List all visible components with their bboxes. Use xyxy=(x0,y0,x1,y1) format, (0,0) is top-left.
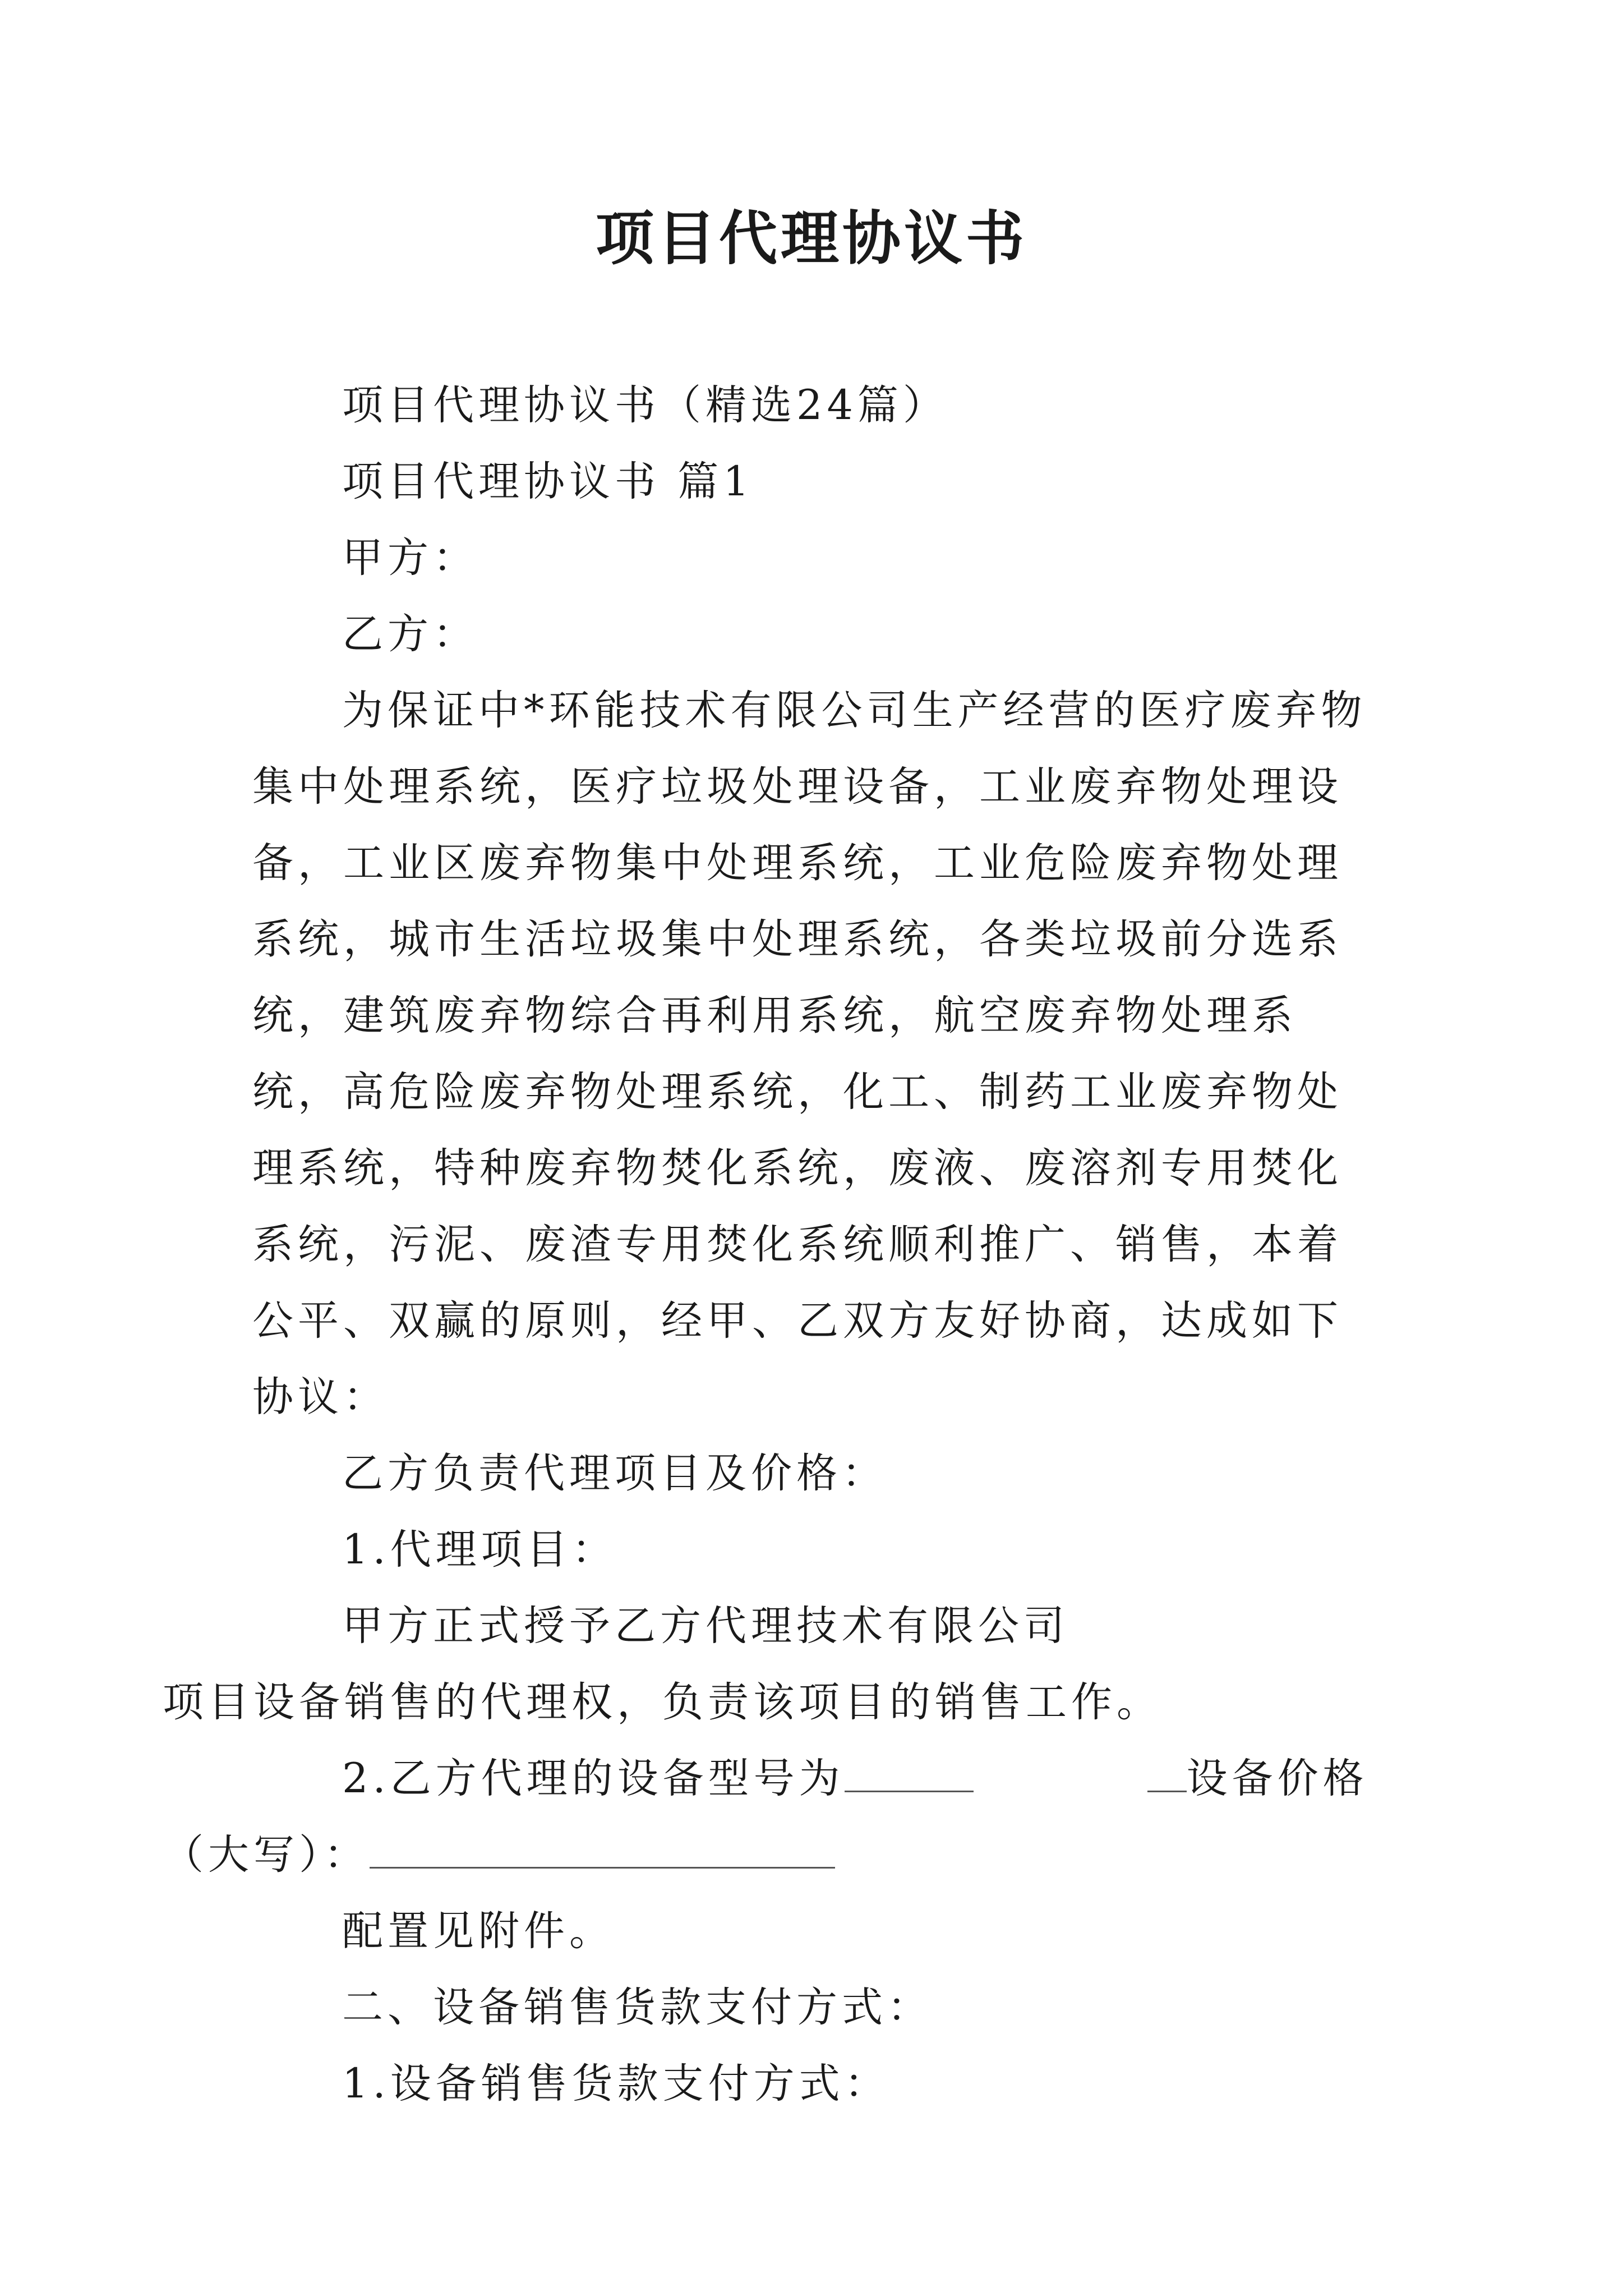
price-uppercase-blank xyxy=(370,1833,835,1869)
model-line-middle: 设备价格 xyxy=(1186,1755,1368,1802)
paragraph-item-1: 1.代理项目： xyxy=(342,1526,617,1573)
paragraph-section-heading: 项目代理协议书 篇1 xyxy=(342,458,754,505)
paragraph-purpose: 为保证中*环能技术有限公司生产经营的医疗废弃物集中处理系统，医疗垃圾处理设备，工业废弃物处理设备，工业区废弃物集中处理系统，工业危险废弃物处理系统，城市生活垃圾集中处理系统，各类垃圾前分选系统，建筑废弃物综合再利用系统，航空废弃物处理系统，高危险废弃物处理系统，化工、制药工业废弃物处理系统，特种废弃物焚化系统，废液、废溶剂专用焚化系统，污泥、废渣专用焚化系统顺利推广、销售，本着公平、双赢的原则，经甲、乙双方友好协商，达成如下协议： xyxy=(252,687,1367,1421)
paragraph-subtitle: 项目代理协议书（精选24篇） xyxy=(342,381,948,429)
model-gap xyxy=(974,1759,1147,1792)
paragraph-model-price xyxy=(252,1741,1385,1817)
paragraph-grant: 甲方正式授予乙方代理技术有限公司 xyxy=(342,1602,1069,1650)
paragraph-agency-scope: 乙方负责代理项目及价格： xyxy=(342,1450,887,1497)
paragraph-price-uppercase xyxy=(163,1817,1385,1893)
document-body xyxy=(163,367,1385,2122)
paragraph-party-b: 乙方： xyxy=(342,610,478,658)
paragraph-grant-continued: 项目设备销售的代理权，负责该项目的销售工作。 xyxy=(163,1678,1162,1726)
model-line-prefix: 2.乙方代理的设备型号为 xyxy=(342,1755,845,1802)
document-title: 项目代理协议书 xyxy=(595,204,1027,273)
paragraph-party-a: 甲方： xyxy=(342,534,478,582)
paragraph-config: 配置见附件。 xyxy=(342,1907,615,1955)
model-blank xyxy=(845,1757,974,1792)
price-uppercase-label: （大写）： xyxy=(163,1831,370,1879)
model-blank-end xyxy=(1147,1757,1187,1792)
paragraph-payment-item-1: 1.设备销售货款支付方式： xyxy=(342,2060,890,2108)
paragraph-payment-heading: 二、设备销售货款支付方式： xyxy=(342,1984,933,2031)
